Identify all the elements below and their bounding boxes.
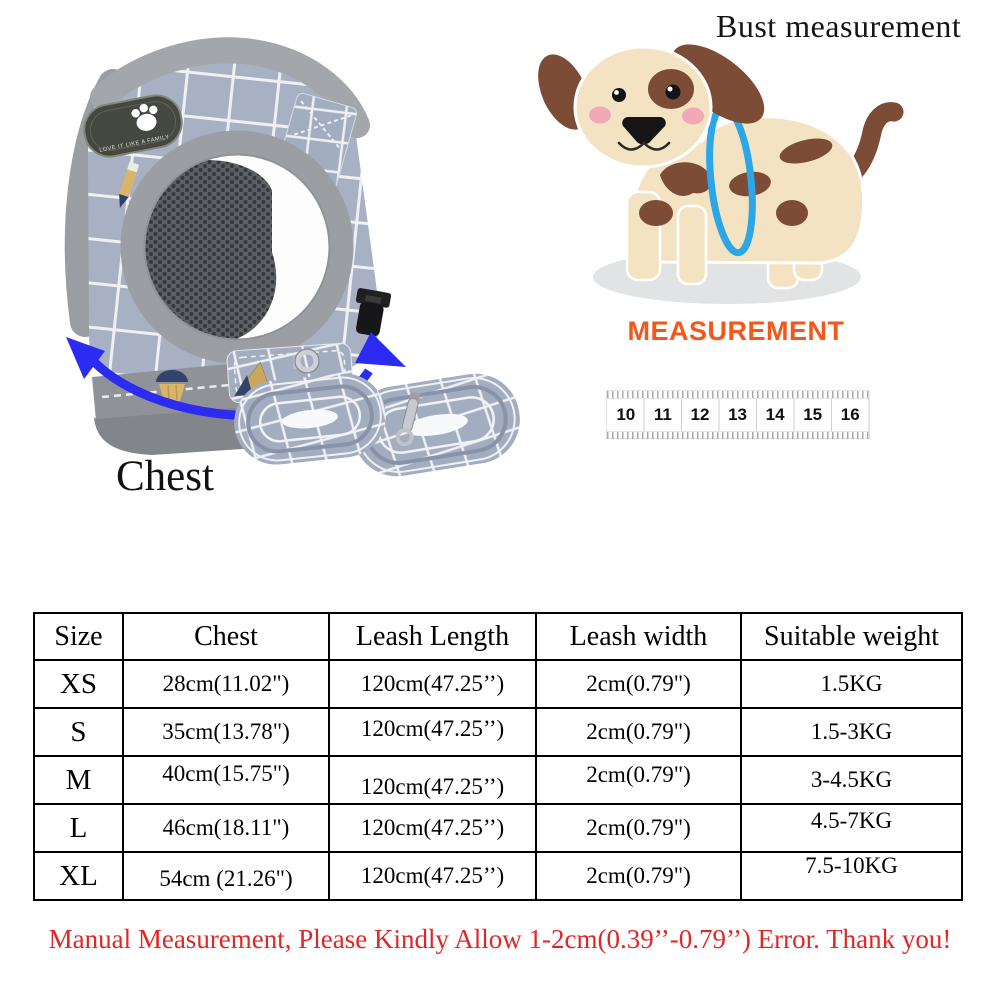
dog-cheek-left	[589, 107, 611, 124]
cell-leash-length: 120cm(47.25’’)	[329, 852, 536, 900]
col-header-weight: Suitable weight	[741, 613, 962, 660]
cell-leash-width: 2cm(0.79")	[536, 804, 741, 852]
cell-size: XS	[34, 660, 123, 708]
ruler-number: 11	[653, 405, 672, 424]
col-header-chest: Chest	[123, 613, 329, 660]
cell-chest: 35cm(13.78")	[123, 708, 329, 756]
bust-measurement-title: Bust measurement	[716, 8, 962, 44]
cell-chest: 46cm(18.11")	[123, 804, 329, 852]
cell-chest: 54cm (21.26")	[123, 855, 329, 903]
cell-leash-width: 2cm(0.79")	[536, 751, 741, 799]
leash-coil	[230, 367, 526, 482]
cell-leash-width: 2cm(0.79")	[536, 708, 741, 756]
size-table	[33, 612, 963, 901]
badge-text: LOVE IT LIKE A FAMILY	[98, 134, 171, 154]
cell-size: M	[34, 756, 123, 804]
ruler-ticks	[607, 431, 869, 439]
cell-leash-width: 2cm(0.79")	[536, 660, 741, 708]
cell-chest: 28cm(11.02")	[123, 660, 329, 708]
ruler-number: 16	[840, 405, 860, 424]
dog-illustration	[528, 30, 894, 304]
cell-weight: 7.5-10KG	[741, 842, 962, 890]
cell-leash-width: 2cm(0.79")	[536, 852, 741, 900]
harness-illustration	[66, 50, 526, 482]
cell-size: L	[34, 804, 123, 852]
cell-weight: 1.5KG	[741, 660, 962, 708]
measurement-caption: MEASUREMENT	[627, 316, 845, 346]
ruler-number: 10	[616, 405, 636, 424]
ruler-number: 15	[803, 405, 823, 424]
cell-size: XL	[34, 852, 123, 900]
ruler-number: 14	[765, 405, 785, 424]
dog-cheek-right	[682, 108, 704, 125]
chest-label: Chest	[116, 453, 214, 500]
table-header-row	[34, 613, 962, 660]
measuring-tape-ruler	[607, 391, 869, 438]
ruler-ticks	[607, 391, 869, 399]
col-header-leash-length: Leash Length	[329, 613, 536, 660]
ruler-number: 12	[690, 405, 710, 424]
measurement-error-note: Manual Measurement, Please Kindly Allow 1-2cm(0.39’’-0.79’’) Error. Thank you!	[48, 924, 952, 954]
cell-leash-length: 120cm(47.25’’)	[329, 660, 536, 708]
cell-size: S	[34, 708, 123, 756]
table-row	[34, 660, 962, 708]
cell-leash-length: 120cm(47.25’’)	[329, 804, 536, 852]
cell-weight: 1.5-3KG	[741, 708, 962, 756]
ruler-numbers	[607, 399, 869, 431]
table-row	[34, 852, 962, 900]
cell-weight: 4.5-7KG	[741, 797, 962, 845]
ruler-number: 13	[728, 405, 747, 424]
cell-leash-length: 120cm(47.25’’)	[329, 763, 536, 811]
cell-leash-length: 120cm(47.25’’)	[329, 705, 536, 753]
col-header-size: Size	[34, 613, 123, 660]
col-header-leash-width: Leash width	[536, 613, 741, 660]
cell-chest: 40cm(15.75")	[123, 750, 329, 798]
cell-weight: 3-4.5KG	[741, 756, 962, 804]
table-row	[34, 708, 962, 756]
